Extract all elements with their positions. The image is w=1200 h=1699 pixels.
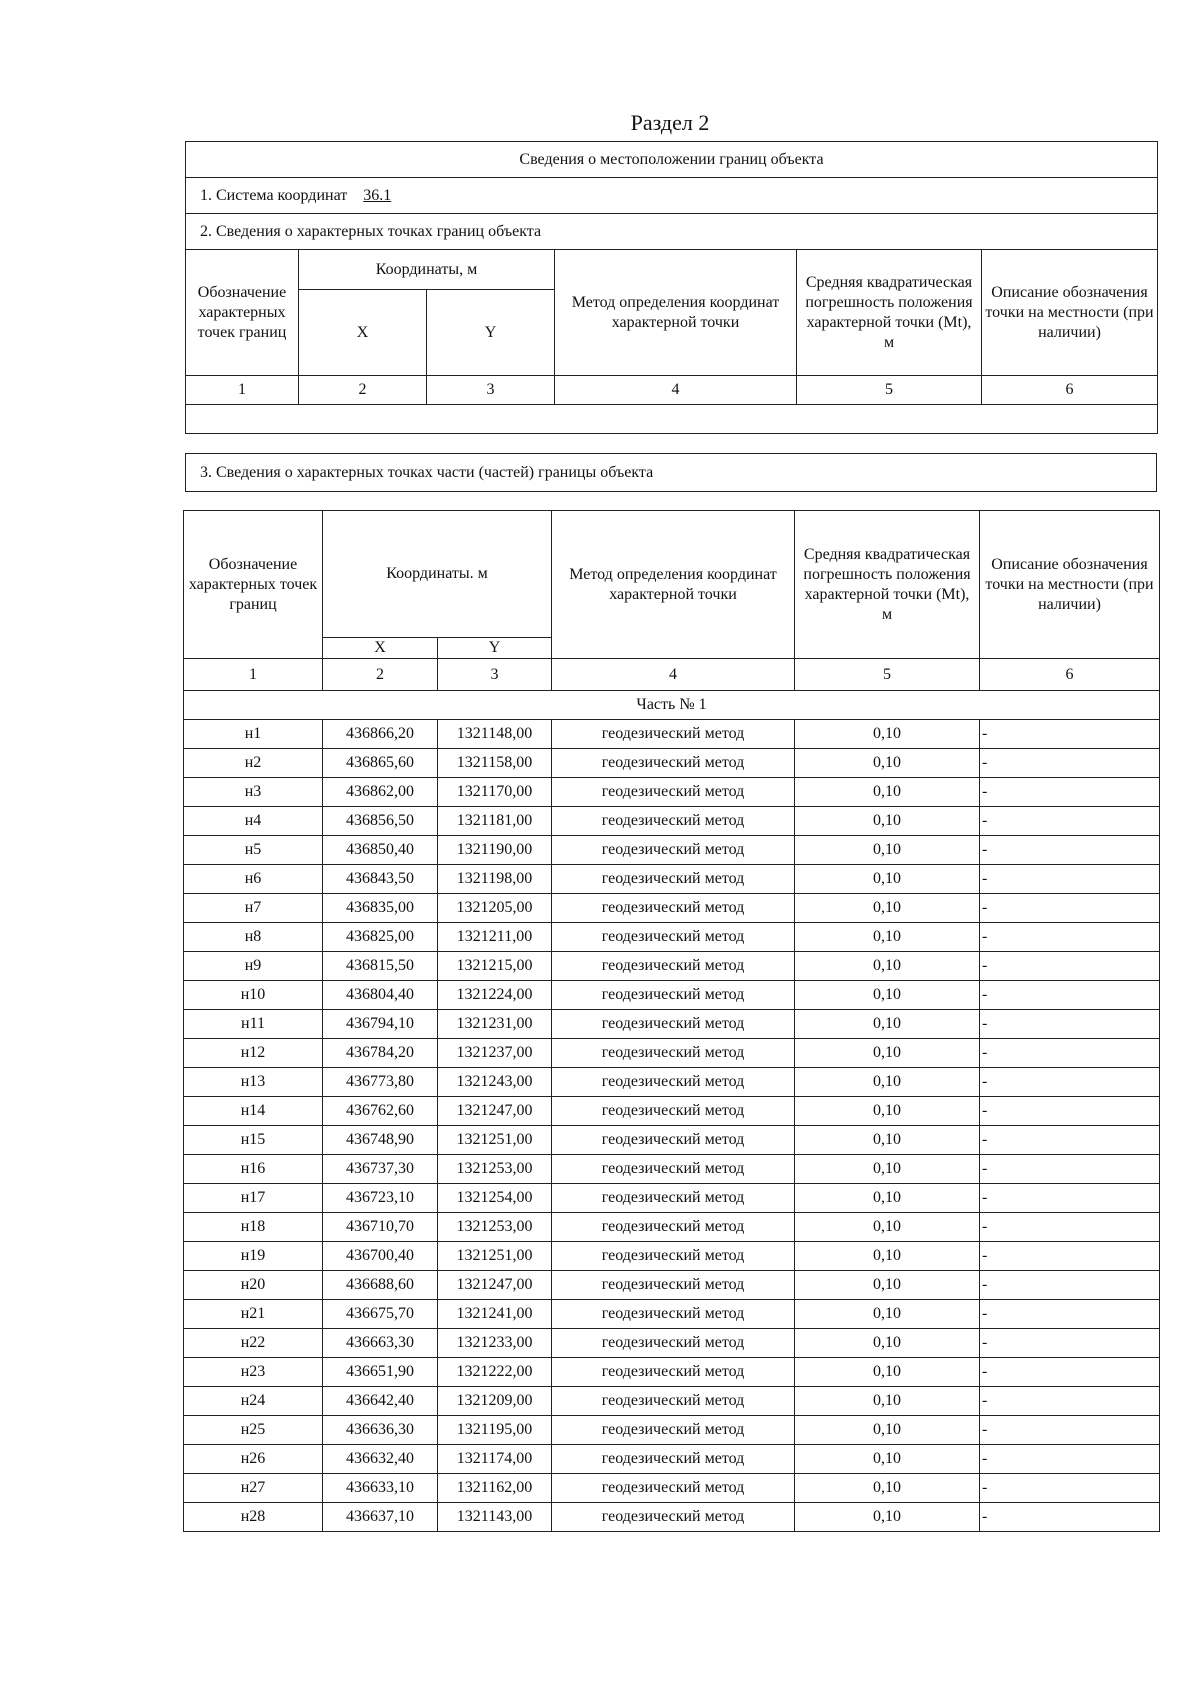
error-cell: 0,10: [795, 952, 980, 981]
x-coordinate-cell: 436773,80: [323, 1068, 438, 1097]
table-row: [184, 1010, 1160, 1039]
error-cell: 0,10: [795, 1242, 980, 1271]
y-coordinate-cell: 1321231,00: [438, 1010, 552, 1039]
error-cell: 0,10: [795, 1155, 980, 1184]
point-id-cell: н27: [184, 1474, 323, 1503]
method-cell: геодезический метод: [552, 1068, 795, 1097]
method-cell: геодезический метод: [552, 1213, 795, 1242]
y-coordinate-cell: 1321148,00: [438, 720, 552, 749]
x-coordinate-cell: 436866,20: [323, 720, 438, 749]
y-coordinate-cell: 1321243,00: [438, 1068, 552, 1097]
x-coordinate-cell: 436856,50: [323, 807, 438, 836]
method-cell: геодезический метод: [552, 720, 795, 749]
empty-row: [186, 405, 1158, 434]
x-coordinate-cell: 436632,40: [323, 1445, 438, 1474]
y-coordinate-cell: 1321254,00: [438, 1184, 552, 1213]
table-row: [184, 1068, 1160, 1097]
y-coordinate-cell: 1321233,00: [438, 1329, 552, 1358]
error-cell: 0,10: [795, 894, 980, 923]
column-number: 6: [982, 376, 1158, 405]
point-id-cell: н5: [184, 836, 323, 865]
description-cell: -: [980, 981, 1160, 1010]
column-number: 3: [438, 659, 552, 691]
y-coordinate-cell: 1321209,00: [438, 1387, 552, 1416]
header-x: X: [323, 638, 438, 659]
description-cell: -: [980, 1503, 1160, 1532]
y-coordinate-cell: 1321215,00: [438, 952, 552, 981]
header-coordinates: Координаты. м: [323, 511, 552, 638]
y-coordinate-cell: 1321190,00: [438, 836, 552, 865]
y-coordinate-cell: 1321162,00: [438, 1474, 552, 1503]
description-cell: -: [980, 1097, 1160, 1126]
description-cell: -: [980, 1126, 1160, 1155]
x-coordinate-cell: 436835,00: [323, 894, 438, 923]
error-cell: 0,10: [795, 807, 980, 836]
error-cell: 0,10: [795, 1010, 980, 1039]
method-cell: геодезический метод: [552, 952, 795, 981]
description-cell: -: [980, 1329, 1160, 1358]
y-coordinate-cell: 1321253,00: [438, 1213, 552, 1242]
x-coordinate-cell: 436700,40: [323, 1242, 438, 1271]
point-id-cell: н11: [184, 1010, 323, 1039]
table-row: [184, 952, 1160, 981]
method-cell: геодезический метод: [552, 1329, 795, 1358]
parts-points-title: 3. Сведения о характерных точках части (частей) границы объекта: [186, 454, 1157, 492]
y-coordinate-cell: 1321143,00: [438, 1503, 552, 1532]
error-cell: 0,10: [795, 749, 980, 778]
header-y: Y: [427, 290, 555, 376]
point-id-cell: н21: [184, 1300, 323, 1329]
header-y: Y: [438, 638, 552, 659]
error-cell: 0,10: [795, 1503, 980, 1532]
header-method: Метод определения координат характерной точки: [552, 511, 795, 659]
table-row: [184, 1416, 1160, 1445]
table-row: [184, 836, 1160, 865]
description-cell: -: [980, 894, 1160, 923]
method-cell: геодезический метод: [552, 749, 795, 778]
description-cell: -: [980, 1155, 1160, 1184]
table-row: [184, 1387, 1160, 1416]
method-cell: геодезический метод: [552, 981, 795, 1010]
y-coordinate-cell: 1321198,00: [438, 865, 552, 894]
method-cell: геодезический метод: [552, 1126, 795, 1155]
boundary-points-title: 2. Сведения о характерных точках границ объекта: [186, 214, 1158, 250]
table-row: [184, 807, 1160, 836]
point-id-cell: н20: [184, 1271, 323, 1300]
section-title: Раздел 2: [630, 110, 710, 135]
coordinate-system-line: [186, 178, 1158, 214]
description-cell: -: [980, 749, 1160, 778]
column-number: 4: [555, 376, 797, 405]
header-description: Описание обозначения точки на местности (при наличии): [980, 511, 1160, 659]
error-cell: 0,10: [795, 1126, 980, 1155]
x-coordinate-cell: 436737,30: [323, 1155, 438, 1184]
method-cell: геодезический метод: [552, 865, 795, 894]
method-cell: геодезический метод: [552, 1155, 795, 1184]
error-cell: 0,10: [795, 1271, 980, 1300]
table-row: [184, 923, 1160, 952]
description-cell: -: [980, 1039, 1160, 1068]
column-number: 4: [552, 659, 795, 691]
description-cell: -: [980, 1184, 1160, 1213]
method-cell: геодезический метод: [552, 1387, 795, 1416]
method-cell: геодезический метод: [552, 807, 795, 836]
point-id-cell: н6: [184, 865, 323, 894]
error-cell: 0,10: [795, 1329, 980, 1358]
x-coordinate-cell: 436633,10: [323, 1474, 438, 1503]
x-coordinate-cell: 436675,70: [323, 1300, 438, 1329]
table-row: [184, 1242, 1160, 1271]
header-error: Средняя квадратическая погрешность положения характерной точки (Mt), м: [795, 511, 980, 659]
point-id-cell: н17: [184, 1184, 323, 1213]
point-id-cell: н4: [184, 807, 323, 836]
x-coordinate-cell: 436762,60: [323, 1097, 438, 1126]
header-description: Описание обозначения точки на местности (при наличии): [982, 250, 1158, 376]
description-cell: -: [980, 1387, 1160, 1416]
table-row: [184, 720, 1160, 749]
method-cell: геодезический метод: [552, 836, 795, 865]
error-cell: 0,10: [795, 1387, 980, 1416]
table-row: [184, 1126, 1160, 1155]
x-coordinate-cell: 436784,20: [323, 1039, 438, 1068]
y-coordinate-cell: 1321181,00: [438, 807, 552, 836]
x-coordinate-cell: 436804,40: [323, 981, 438, 1010]
method-cell: геодезический метод: [552, 923, 795, 952]
error-cell: 0,10: [795, 923, 980, 952]
boundary-location-table: [185, 141, 1158, 434]
error-cell: 0,10: [795, 1300, 980, 1329]
x-coordinate-cell: 436710,70: [323, 1213, 438, 1242]
header-coordinates: Координаты, м: [299, 250, 555, 290]
header-designation: Обозначение характерных точек границ: [186, 250, 299, 376]
description-cell: -: [980, 1242, 1160, 1271]
y-coordinate-cell: 1321224,00: [438, 981, 552, 1010]
column-number: 3: [427, 376, 555, 405]
table-row: [184, 1184, 1160, 1213]
method-cell: геодезический метод: [552, 1242, 795, 1271]
method-cell: геодезический метод: [552, 1416, 795, 1445]
point-id-cell: н1: [184, 720, 323, 749]
description-cell: -: [980, 807, 1160, 836]
point-id-cell: н7: [184, 894, 323, 923]
description-cell: -: [980, 1474, 1160, 1503]
coordinate-system-value: 36.1: [363, 186, 392, 204]
error-cell: 0,10: [795, 1416, 980, 1445]
method-cell: геодезический метод: [552, 1300, 795, 1329]
x-coordinate-cell: 436865,60: [323, 749, 438, 778]
description-cell: -: [980, 865, 1160, 894]
error-cell: 0,10: [795, 1184, 980, 1213]
point-id-cell: н22: [184, 1329, 323, 1358]
x-coordinate-cell: 436688,60: [323, 1271, 438, 1300]
header-error: Средняя квадратическая погрешность положения характерной точки (Mt), м: [797, 250, 982, 376]
point-id-cell: н18: [184, 1213, 323, 1242]
method-cell: геодезический метод: [552, 1445, 795, 1474]
point-id-cell: н28: [184, 1503, 323, 1532]
part-points-table: [183, 510, 1160, 1532]
error-cell: 0,10: [795, 1474, 980, 1503]
method-cell: геодезический метод: [552, 1271, 795, 1300]
table-row: [184, 1155, 1160, 1184]
point-id-cell: н12: [184, 1039, 323, 1068]
header-x: X: [299, 290, 427, 376]
table-row: [184, 778, 1160, 807]
point-id-cell: н23: [184, 1358, 323, 1387]
error-cell: 0,10: [795, 836, 980, 865]
table-row: [184, 749, 1160, 778]
column-number: 5: [795, 659, 980, 691]
point-id-cell: н26: [184, 1445, 323, 1474]
method-cell: геодезический метод: [552, 1010, 795, 1039]
table-row: [184, 1474, 1160, 1503]
column-number: 1: [184, 659, 323, 691]
x-coordinate-cell: 436815,50: [323, 952, 438, 981]
description-cell: -: [980, 1213, 1160, 1242]
description-cell: -: [980, 1010, 1160, 1039]
error-cell: 0,10: [795, 1445, 980, 1474]
table-row: [184, 1300, 1160, 1329]
column-number: 1: [186, 376, 299, 405]
point-id-cell: н25: [184, 1416, 323, 1445]
y-coordinate-cell: 1321253,00: [438, 1155, 552, 1184]
header-method: Метод определения координат характерной точки: [555, 250, 797, 376]
x-coordinate-cell: 436637,10: [323, 1503, 438, 1532]
table-row: [184, 1097, 1160, 1126]
description-cell: -: [980, 1445, 1160, 1474]
x-coordinate-cell: 436651,90: [323, 1358, 438, 1387]
y-coordinate-cell: 1321251,00: [438, 1126, 552, 1155]
y-coordinate-cell: 1321241,00: [438, 1300, 552, 1329]
point-id-cell: н8: [184, 923, 323, 952]
point-id-cell: н9: [184, 952, 323, 981]
x-coordinate-cell: 436723,10: [323, 1184, 438, 1213]
error-cell: 0,10: [795, 1039, 980, 1068]
point-id-cell: н24: [184, 1387, 323, 1416]
y-coordinate-cell: 1321247,00: [438, 1271, 552, 1300]
description-cell: -: [980, 1300, 1160, 1329]
table-row: [184, 894, 1160, 923]
y-coordinate-cell: 1321211,00: [438, 923, 552, 952]
x-coordinate-cell: 436636,30: [323, 1416, 438, 1445]
error-cell: 0,10: [795, 1068, 980, 1097]
header-designation: Обозначение характерных точек границ: [184, 511, 323, 659]
error-cell: 0,10: [795, 865, 980, 894]
description-cell: -: [980, 1358, 1160, 1387]
error-cell: 0,10: [795, 1358, 980, 1387]
method-cell: геодезический метод: [552, 1184, 795, 1213]
point-id-cell: н14: [184, 1097, 323, 1126]
description-cell: -: [980, 836, 1160, 865]
y-coordinate-cell: 1321205,00: [438, 894, 552, 923]
point-id-cell: н16: [184, 1155, 323, 1184]
y-coordinate-cell: 1321174,00: [438, 1445, 552, 1474]
error-cell: 0,10: [795, 981, 980, 1010]
point-id-cell: н19: [184, 1242, 323, 1271]
y-coordinate-cell: 1321170,00: [438, 778, 552, 807]
x-coordinate-cell: 436748,90: [323, 1126, 438, 1155]
y-coordinate-cell: 1321237,00: [438, 1039, 552, 1068]
error-cell: 0,10: [795, 778, 980, 807]
y-coordinate-cell: 1321195,00: [438, 1416, 552, 1445]
table-row: [184, 1329, 1160, 1358]
x-coordinate-cell: 436794,10: [323, 1010, 438, 1039]
method-cell: геодезический метод: [552, 1097, 795, 1126]
points-rows: [184, 720, 1160, 1532]
method-cell: геодезический метод: [552, 1503, 795, 1532]
description-cell: -: [980, 1068, 1160, 1097]
description-cell: -: [980, 720, 1160, 749]
table-row: [184, 1445, 1160, 1474]
point-id-cell: н13: [184, 1068, 323, 1097]
y-coordinate-cell: 1321158,00: [438, 749, 552, 778]
x-coordinate-cell: 436850,40: [323, 836, 438, 865]
column-number: 6: [980, 659, 1160, 691]
column-number: 2: [323, 659, 438, 691]
y-coordinate-cell: 1321247,00: [438, 1097, 552, 1126]
column-number: 2: [299, 376, 427, 405]
point-id-cell: н2: [184, 749, 323, 778]
table-row: [184, 1271, 1160, 1300]
table-row: [184, 1503, 1160, 1532]
x-coordinate-cell: 436663,30: [323, 1329, 438, 1358]
description-cell: -: [980, 778, 1160, 807]
boundary-location-title: Сведения о местоположении границ объекта: [186, 142, 1158, 178]
point-id-cell: н10: [184, 981, 323, 1010]
table-row: [184, 1358, 1160, 1387]
point-id-cell: н15: [184, 1126, 323, 1155]
method-cell: геодезический метод: [552, 1474, 795, 1503]
error-cell: 0,10: [795, 1097, 980, 1126]
table-row: [184, 865, 1160, 894]
y-coordinate-cell: 1321222,00: [438, 1358, 552, 1387]
error-cell: 0,10: [795, 720, 980, 749]
x-coordinate-cell: 436825,00: [323, 923, 438, 952]
table-row: [184, 1213, 1160, 1242]
method-cell: геодезический метод: [552, 778, 795, 807]
y-coordinate-cell: 1321251,00: [438, 1242, 552, 1271]
x-coordinate-cell: 436862,00: [323, 778, 438, 807]
x-coordinate-cell: 436642,40: [323, 1387, 438, 1416]
parts-points-title-table: [185, 453, 1157, 492]
error-cell: 0,10: [795, 1213, 980, 1242]
description-cell: -: [980, 1271, 1160, 1300]
part-label: Часть № 1: [184, 691, 1160, 720]
description-cell: -: [980, 952, 1160, 981]
method-cell: геодезический метод: [552, 1039, 795, 1068]
table-row: [184, 981, 1160, 1010]
coordinate-system-label: 1. Система координат: [200, 186, 348, 204]
table-row: [184, 1039, 1160, 1068]
method-cell: геодезический метод: [552, 894, 795, 923]
x-coordinate-cell: 436843,50: [323, 865, 438, 894]
description-cell: -: [980, 923, 1160, 952]
point-id-cell: н3: [184, 778, 323, 807]
method-cell: геодезический метод: [552, 1358, 795, 1387]
description-cell: -: [980, 1416, 1160, 1445]
column-number: 5: [797, 376, 982, 405]
